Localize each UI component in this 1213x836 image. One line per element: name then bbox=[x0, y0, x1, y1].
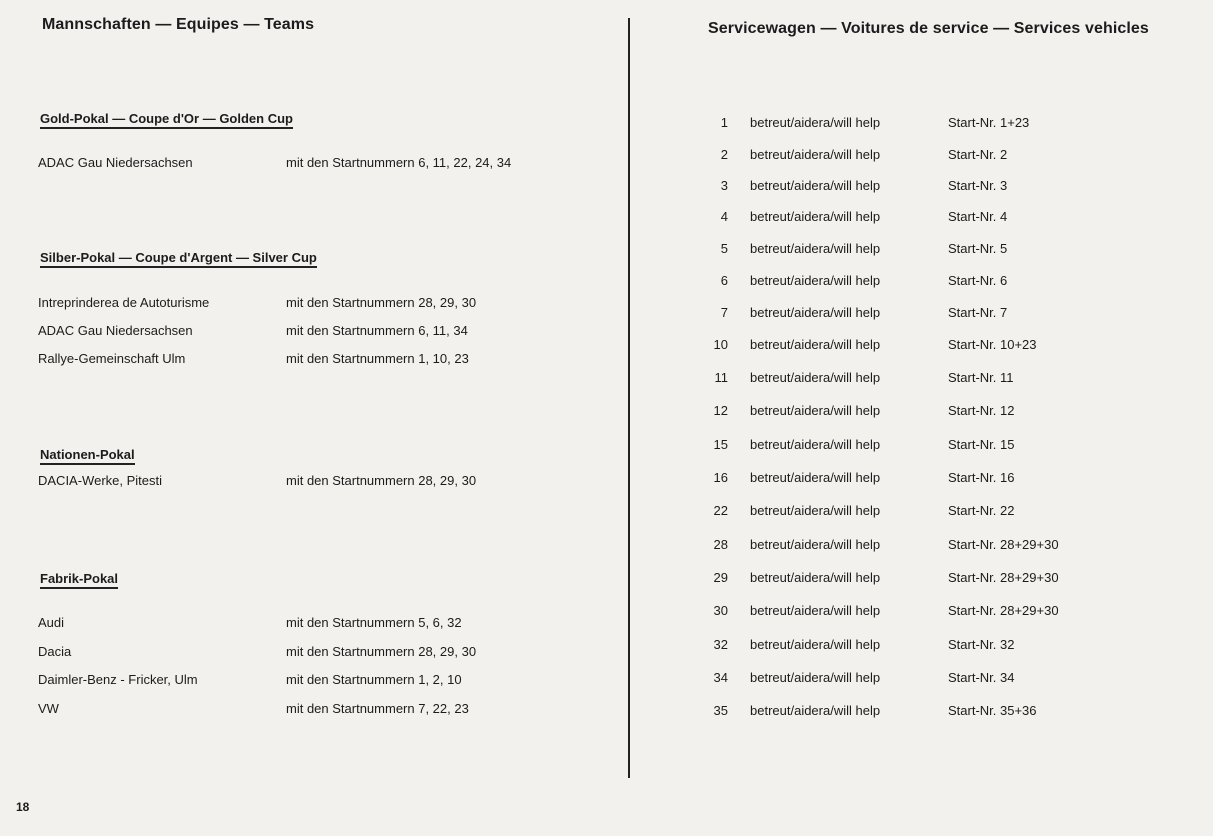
start-numbers: mit den Startnummern 1, 2, 10 bbox=[286, 672, 462, 687]
start-numbers: mit den Startnummern 5, 6, 32 bbox=[286, 615, 462, 630]
start-numbers: mit den Startnummern 28, 29, 30 bbox=[286, 473, 477, 488]
service-row bbox=[704, 502, 1124, 520]
section-heading: Gold-Pokal — Coupe d'Or — Golden Cup bbox=[40, 111, 293, 129]
service-start-numbers: Start-Nr. 7 bbox=[948, 305, 1008, 320]
team-entry bbox=[38, 700, 598, 718]
team-entry bbox=[38, 154, 598, 172]
service-number: 16 bbox=[713, 470, 728, 485]
service-help-text: betreut/aidera/will help bbox=[750, 147, 881, 162]
service-start-numbers: Start-Nr. 16 bbox=[948, 470, 1015, 485]
service-number: 29 bbox=[713, 570, 728, 585]
service-row bbox=[704, 369, 1124, 387]
service-row bbox=[704, 702, 1124, 720]
service-number: 30 bbox=[713, 603, 728, 618]
service-row bbox=[704, 240, 1124, 258]
team-name: Dacia bbox=[38, 644, 72, 659]
service-row bbox=[704, 602, 1124, 620]
service-start-numbers: Start-Nr. 3 bbox=[948, 178, 1008, 193]
service-row bbox=[704, 304, 1124, 322]
service-start-numbers: Start-Nr. 22 bbox=[948, 503, 1015, 518]
service-help-text: betreut/aidera/will help bbox=[750, 370, 881, 385]
service-help-text: betreut/aidera/will help bbox=[750, 603, 881, 618]
team-entry bbox=[38, 322, 598, 340]
service-row bbox=[704, 402, 1124, 420]
service-help-text: betreut/aidera/will help bbox=[750, 305, 881, 320]
service-help-text: betreut/aidera/will help bbox=[750, 470, 881, 485]
team-name: VW bbox=[38, 701, 59, 716]
team-name: Rallye-Gemeinschaft Ulm bbox=[38, 351, 186, 366]
service-help-text: betreut/aidera/will help bbox=[750, 670, 881, 685]
service-number: 5 bbox=[720, 241, 728, 256]
nations-cup-section bbox=[38, 446, 598, 488]
service-help-text: betreut/aidera/will help bbox=[750, 115, 881, 130]
service-start-numbers: Start-Nr. 28+29+30 bbox=[948, 603, 1059, 618]
service-start-numbers: Start-Nr. 6 bbox=[948, 273, 1008, 288]
silver-cup-section bbox=[38, 249, 598, 366]
service-number: 1 bbox=[720, 115, 728, 130]
service-start-numbers: Start-Nr. 5 bbox=[948, 241, 1008, 256]
service-row bbox=[704, 146, 1124, 164]
service-number: 15 bbox=[713, 437, 728, 452]
service-row bbox=[704, 669, 1124, 687]
service-start-numbers: Start-Nr. 11 bbox=[948, 370, 1014, 385]
service-number: 34 bbox=[713, 670, 728, 685]
service-start-numbers: Start-Nr. 32 bbox=[948, 637, 1015, 652]
service-start-numbers: Start-Nr. 2 bbox=[948, 147, 1008, 162]
gold-cup-section bbox=[38, 110, 598, 170]
service-row bbox=[704, 336, 1124, 354]
service-number: 28 bbox=[713, 537, 728, 552]
section-heading: Nationen-Pokal bbox=[40, 447, 135, 465]
service-help-text: betreut/aidera/will help bbox=[750, 537, 881, 552]
service-row bbox=[704, 114, 1124, 132]
service-number: 12 bbox=[713, 403, 728, 418]
factory-cup-section bbox=[38, 570, 598, 716]
service-help-text: betreut/aidera/will help bbox=[750, 337, 881, 352]
team-entry bbox=[38, 614, 598, 632]
team-name: Audi bbox=[38, 615, 65, 630]
service-row bbox=[704, 469, 1124, 487]
service-help-text: betreut/aidera/will help bbox=[750, 273, 881, 288]
start-numbers: mit den Startnummern 6, 11, 22, 24, 34 bbox=[286, 155, 512, 170]
teams-title: Mannschaften — Equipes — Teams bbox=[42, 16, 315, 33]
section-heading: Silber-Pokal — Coupe d'Argent — Silver Cup bbox=[40, 250, 317, 268]
team-entry bbox=[38, 643, 598, 661]
service-number: 22 bbox=[713, 503, 728, 518]
service-start-numbers: Start-Nr. 12 bbox=[948, 403, 1015, 418]
team-entry bbox=[38, 671, 598, 689]
service-row bbox=[704, 272, 1124, 290]
service-help-text: betreut/aidera/will help bbox=[750, 703, 881, 718]
team-name: DACIA-Werke, Pitesti bbox=[38, 473, 163, 488]
service-start-numbers: Start-Nr. 28+29+30 bbox=[948, 570, 1059, 585]
service-help-text: betreut/aidera/will help bbox=[750, 637, 881, 652]
service-number: 32 bbox=[713, 637, 728, 652]
service-number: 35 bbox=[713, 703, 728, 718]
page-number: 18 bbox=[16, 800, 30, 814]
start-numbers: mit den Startnummern 28, 29, 30 bbox=[286, 295, 477, 310]
service-start-numbers: Start-Nr. 35+36 bbox=[948, 703, 1037, 718]
service-start-numbers: Start-Nr. 34 bbox=[948, 670, 1015, 685]
service-help-text: betreut/aidera/will help bbox=[750, 437, 881, 452]
service-start-numbers: Start-Nr. 4 bbox=[948, 209, 1008, 224]
service-help-text: betreut/aidera/will help bbox=[750, 241, 881, 256]
team-entry bbox=[38, 294, 598, 312]
service-vehicles-title: Servicewagen — Voitures de service — Services vehicles bbox=[708, 20, 1149, 37]
start-numbers: mit den Startnummern 28, 29, 30 bbox=[286, 644, 477, 659]
start-numbers: mit den Startnummern 1, 10, 23 bbox=[286, 351, 469, 366]
team-entry bbox=[38, 350, 598, 368]
start-numbers: mit den Startnummern 7, 22, 23 bbox=[286, 701, 469, 716]
section-heading: Fabrik-Pokal bbox=[40, 571, 118, 589]
service-help-text: betreut/aidera/will help bbox=[750, 403, 881, 418]
service-number: 11 bbox=[714, 370, 728, 385]
service-row bbox=[704, 208, 1124, 226]
service-row bbox=[704, 536, 1124, 554]
column-divider bbox=[628, 18, 630, 778]
service-row bbox=[704, 569, 1124, 587]
start-numbers: mit den Startnummern 6, 11, 34 bbox=[286, 323, 468, 338]
team-entry bbox=[38, 472, 598, 490]
service-help-text: betreut/aidera/will help bbox=[750, 570, 881, 585]
service-start-numbers: Start-Nr. 10+23 bbox=[948, 337, 1037, 352]
team-name: ADAC Gau Niedersachsen bbox=[38, 155, 193, 170]
service-number: 2 bbox=[720, 147, 728, 162]
service-number: 7 bbox=[720, 305, 728, 320]
service-number: 4 bbox=[720, 209, 728, 224]
service-help-text: betreut/aidera/will help bbox=[750, 209, 881, 224]
service-start-numbers: Start-Nr. 28+29+30 bbox=[948, 537, 1059, 552]
team-name: Daimler-Benz - Fricker, Ulm bbox=[38, 672, 198, 687]
service-row bbox=[704, 436, 1124, 454]
team-name: Intreprinderea de Autoturisme bbox=[38, 295, 210, 310]
service-row bbox=[704, 177, 1124, 195]
service-start-numbers: Start-Nr. 1+23 bbox=[948, 115, 1030, 130]
service-number: 6 bbox=[720, 273, 728, 288]
service-number: 10 bbox=[713, 337, 728, 352]
service-help-text: betreut/aidera/will help bbox=[750, 503, 881, 518]
team-name: ADAC Gau Niedersachsen bbox=[38, 323, 193, 338]
service-row bbox=[704, 636, 1124, 654]
service-help-text: betreut/aidera/will help bbox=[750, 178, 881, 193]
service-number: 3 bbox=[720, 178, 728, 193]
service-start-numbers: Start-Nr. 15 bbox=[948, 437, 1015, 452]
